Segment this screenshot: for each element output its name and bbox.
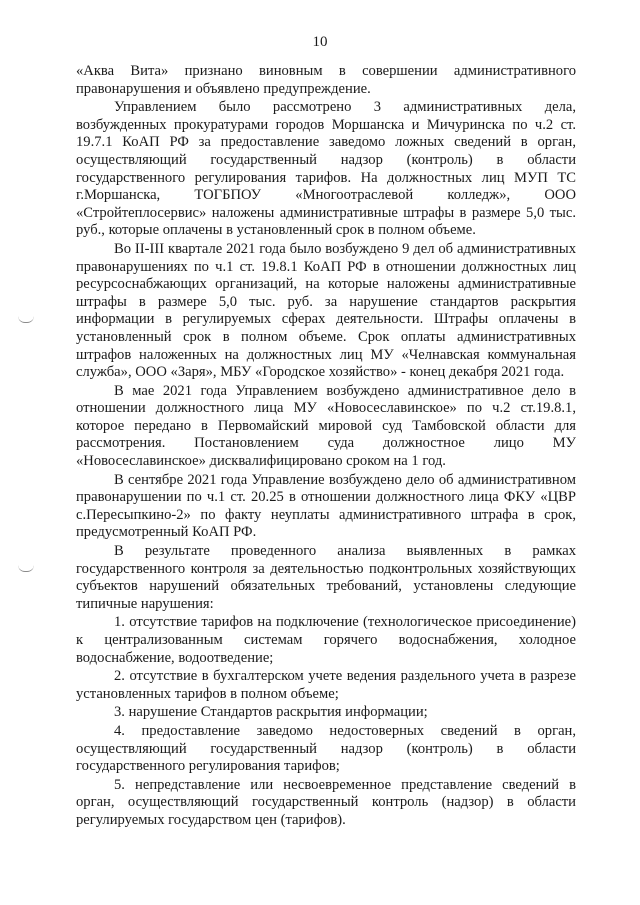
document-body xyxy=(76,63,576,830)
paragraph-cases-prosecutor: Управлением было рассмотрено 3 административных дела, возбужденных прокуратурами городов Моршанска и Мичуринска по ч.2 ст. 19.7.1 КоАП РФ за предоставление заведомо ложных сведений в орган, осуществляющий государственный надзор (контроль) в области государственного регулирования тарифов. На должностных лиц МУП ТС г.Моршанска, ТОГБПОУ «Многоотраслевой колледж», ООО «Стройтеплосервис» наложены административные штрафы в размере 5,0 тыс. руб., которые оплачены в установленный срок в полном объеме. xyxy=(76,99,576,239)
scan-margin-mark-2 xyxy=(18,565,34,572)
paragraph-q2-q3-cases: Во II-III квартале 2021 года было возбуждено 9 дел об административных правонарушениях по ч.1 ст. 19.8.1 КоАП РФ в отношении должностных лиц ресурсоснабжающих организаций, на которые наложены административные штрафы в размере 5,0 тыс. руб. за нарушение стандартов раскрытия информации в регулируемых сферах деятельности. Штрафы оплачены в установленный срок в полном объеме. Срок оплаты административных штрафов наложенных на должностных лиц МУ «Челнавская коммунальная служба», ООО «Заря», МБУ «Городское хозяйство» - конец декабря 2021 года. xyxy=(76,240,576,381)
paragraph-analysis-results: В результате проведенного анализа выявленных в рамках государственного контроля за деятельностью подконтрольных хозяйствующих субъектов нарушений обязательных требований, установлены следующие типичные нарушения: xyxy=(76,543,576,612)
paragraph-continuation: «Аква Вита» признано виновным в совершении административного правонарушения и объявлено предупреждение. xyxy=(76,63,576,97)
violation-item-2: 2. отсутствие в бухгалтерском учете ведения раздельного учета в разрезе установленных тарифов в полном объеме; xyxy=(76,668,576,702)
paragraph-may-case: В мае 2021 года Управлением возбуждено административное дело в отношении должностного лица МУ «Новосеславинское» по ч.2 ст.19.8.1, которое передано в Первомайский мировой суд Тамбовской области для рассмотрения. Постановлением суда должностное лицо МУ «Новосеславинское» дисквалифицировано сроком на 1 год. xyxy=(76,382,576,470)
violation-item-3: 3. нарушение Стандартов раскрытия информации; xyxy=(114,704,428,721)
violation-item-4: 4. предоставление заведомо недостоверных сведений в орган, осуществляющий государственный надзор (контроль) в области государственного регулирования тарифов; xyxy=(76,722,576,775)
violation-item-5: 5. непредставление или несвоевременное представление сведений в орган, осуществляющий государственный контроль (надзор) в области регулируемых государством цен (тарифов). xyxy=(76,776,576,828)
page-number: 10 xyxy=(312,34,328,50)
scan-margin-mark-1 xyxy=(18,316,34,323)
paragraph-september-case: В сентябре 2021 года Управление возбуждено дело об административном правонарушении по ч.1 ст. 20.25 в отношении должностного лица ФКУ «ЦВР с.Пересыпкино-2» по факту неуплаты административного штрафа в срок, предусмотренный КоАП РФ. xyxy=(76,471,576,541)
violation-item-1: 1. отсутствие тарифов на подключение (технологическое присоединение) к централизованным системам горячего водоснабжения, холодное водоснабжение, водоотведение; xyxy=(76,614,576,666)
